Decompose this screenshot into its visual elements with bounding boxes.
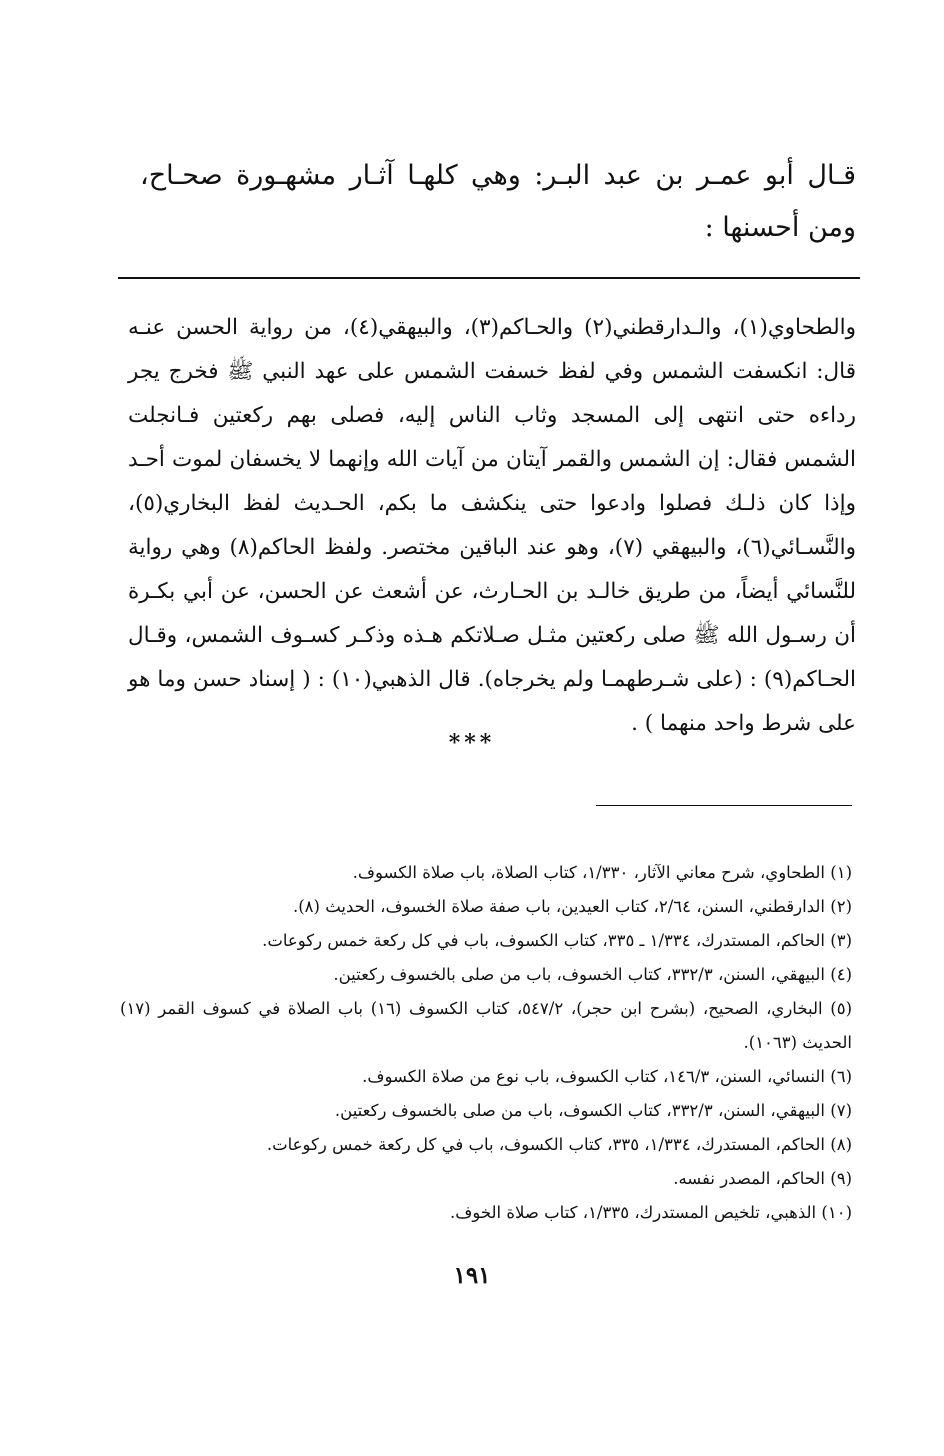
footnote-item: (١) الطحاوي، شرح معاني الآثار، ١/٣٣٠، كتاب الصلاة، باب صلاة الكسوف. <box>352 863 852 882</box>
footnote-item: (٤) البيهقي، السنن، ٣٣٢/٣، كتاب الخسوف، باب من صلى بالخسوف ركعتين. <box>333 965 852 984</box>
footnote-divider <box>596 805 852 806</box>
footnotes-list <box>120 856 852 1230</box>
hadith-paragraph: والطحاوي(١)، والـدارقطني(٢) والحـاكم(٣)، والبيهقي(٤)، من رواية الحسن عنـه قال: انكسفت الشمس وفي لفظ خسفت الشمس على عهد النبي ﷺ فخرج يجر رداءه حتى انتهى إلى المسجد وثاب الناس إليه، فصلى بهم ركعتين فـانجلت الشمس فقال: إن الشمس والقمر آيتان من آيات الله وإنهما لا يخسفان لموت أحـد وإذا كان ذلـك فصلوا وادعوا حتى ينكشف ما بكم، الحـديث لفظ البخاري(٥)، والنَّسـائي(٦)، والبيهقي (٧)، وهو عند الباقين مختصر. ولفظ الحاكم(٨) وهي رواية للنَّسائي أيضاً، من طريق خالـد بن الحـارث، عن أشعث عن الحسن، عن أبي بكـرة أن رسـول الله ﷺ صلى ركعتين مثـل صـلاتكم هـذه وذكـر كسـوف الشمس، وقـال الحـاكم(٩) : (على شـرطهمـا ولم يخرجاه). قال الذهبي(١٠) : ( إسناد حسن وما هو على شرط واحد منهما ) . <box>128 315 857 736</box>
footnote-item: (٨) الحاكم، المستدرك، ١/٣٣٤، ٣٣٥، كتاب الكسوف، باب في كل ركعة خمس ركوعات. <box>266 1135 852 1154</box>
footnote-item: (١٠) الذهبي، تلخيص المستدرك، ١/٣٣٥، كتاب صلاة الخوف. <box>449 1203 852 1222</box>
section-separator-stars: *** <box>448 730 496 756</box>
intro-paragraph: قـال أبو عمـر بن عبد البـر: وهي كلهـا آثـار مشهـورة صحـاح، ومن أحسنها : <box>140 160 856 243</box>
footnote-item: (٩) الحاكم، المصدر نفسه. <box>673 1169 852 1188</box>
footnote-item: (٥) البخاري، الصحيح، (بشرح ابن حجر)، ٥٤٧/٢، كتاب الكسوف (١٦) باب الصلاة في كسوف القمر (١٧) الحديث (١٠٦٣). <box>120 999 852 1052</box>
footnote-item: (٦) النسائي، السنن، ١٤٦/٣، كتاب الكسوف، باب نوع من صلاة الكسوف. <box>362 1067 852 1086</box>
footnote-item: (٢) الدارقطني، السنن، ٢/٦٤، كتاب العيدين، باب صفة صلاة الخسوف، الحديث (٨). <box>292 897 852 916</box>
footnote-item: (٧) البيهقي، السنن، ٣٣٢/٣، كتاب الكسوف، باب من صلى بالخسوف ركعتين. <box>334 1101 852 1120</box>
page-number: ١٩١ <box>453 1262 491 1289</box>
section-divider <box>118 277 860 279</box>
footnote-item: (٣) الحاكم، المستدرك، ١/٣٣٤ ـ ٣٣٥، كتاب الكسوف، باب في كل ركعة خمس ركوعات. <box>262 931 852 950</box>
